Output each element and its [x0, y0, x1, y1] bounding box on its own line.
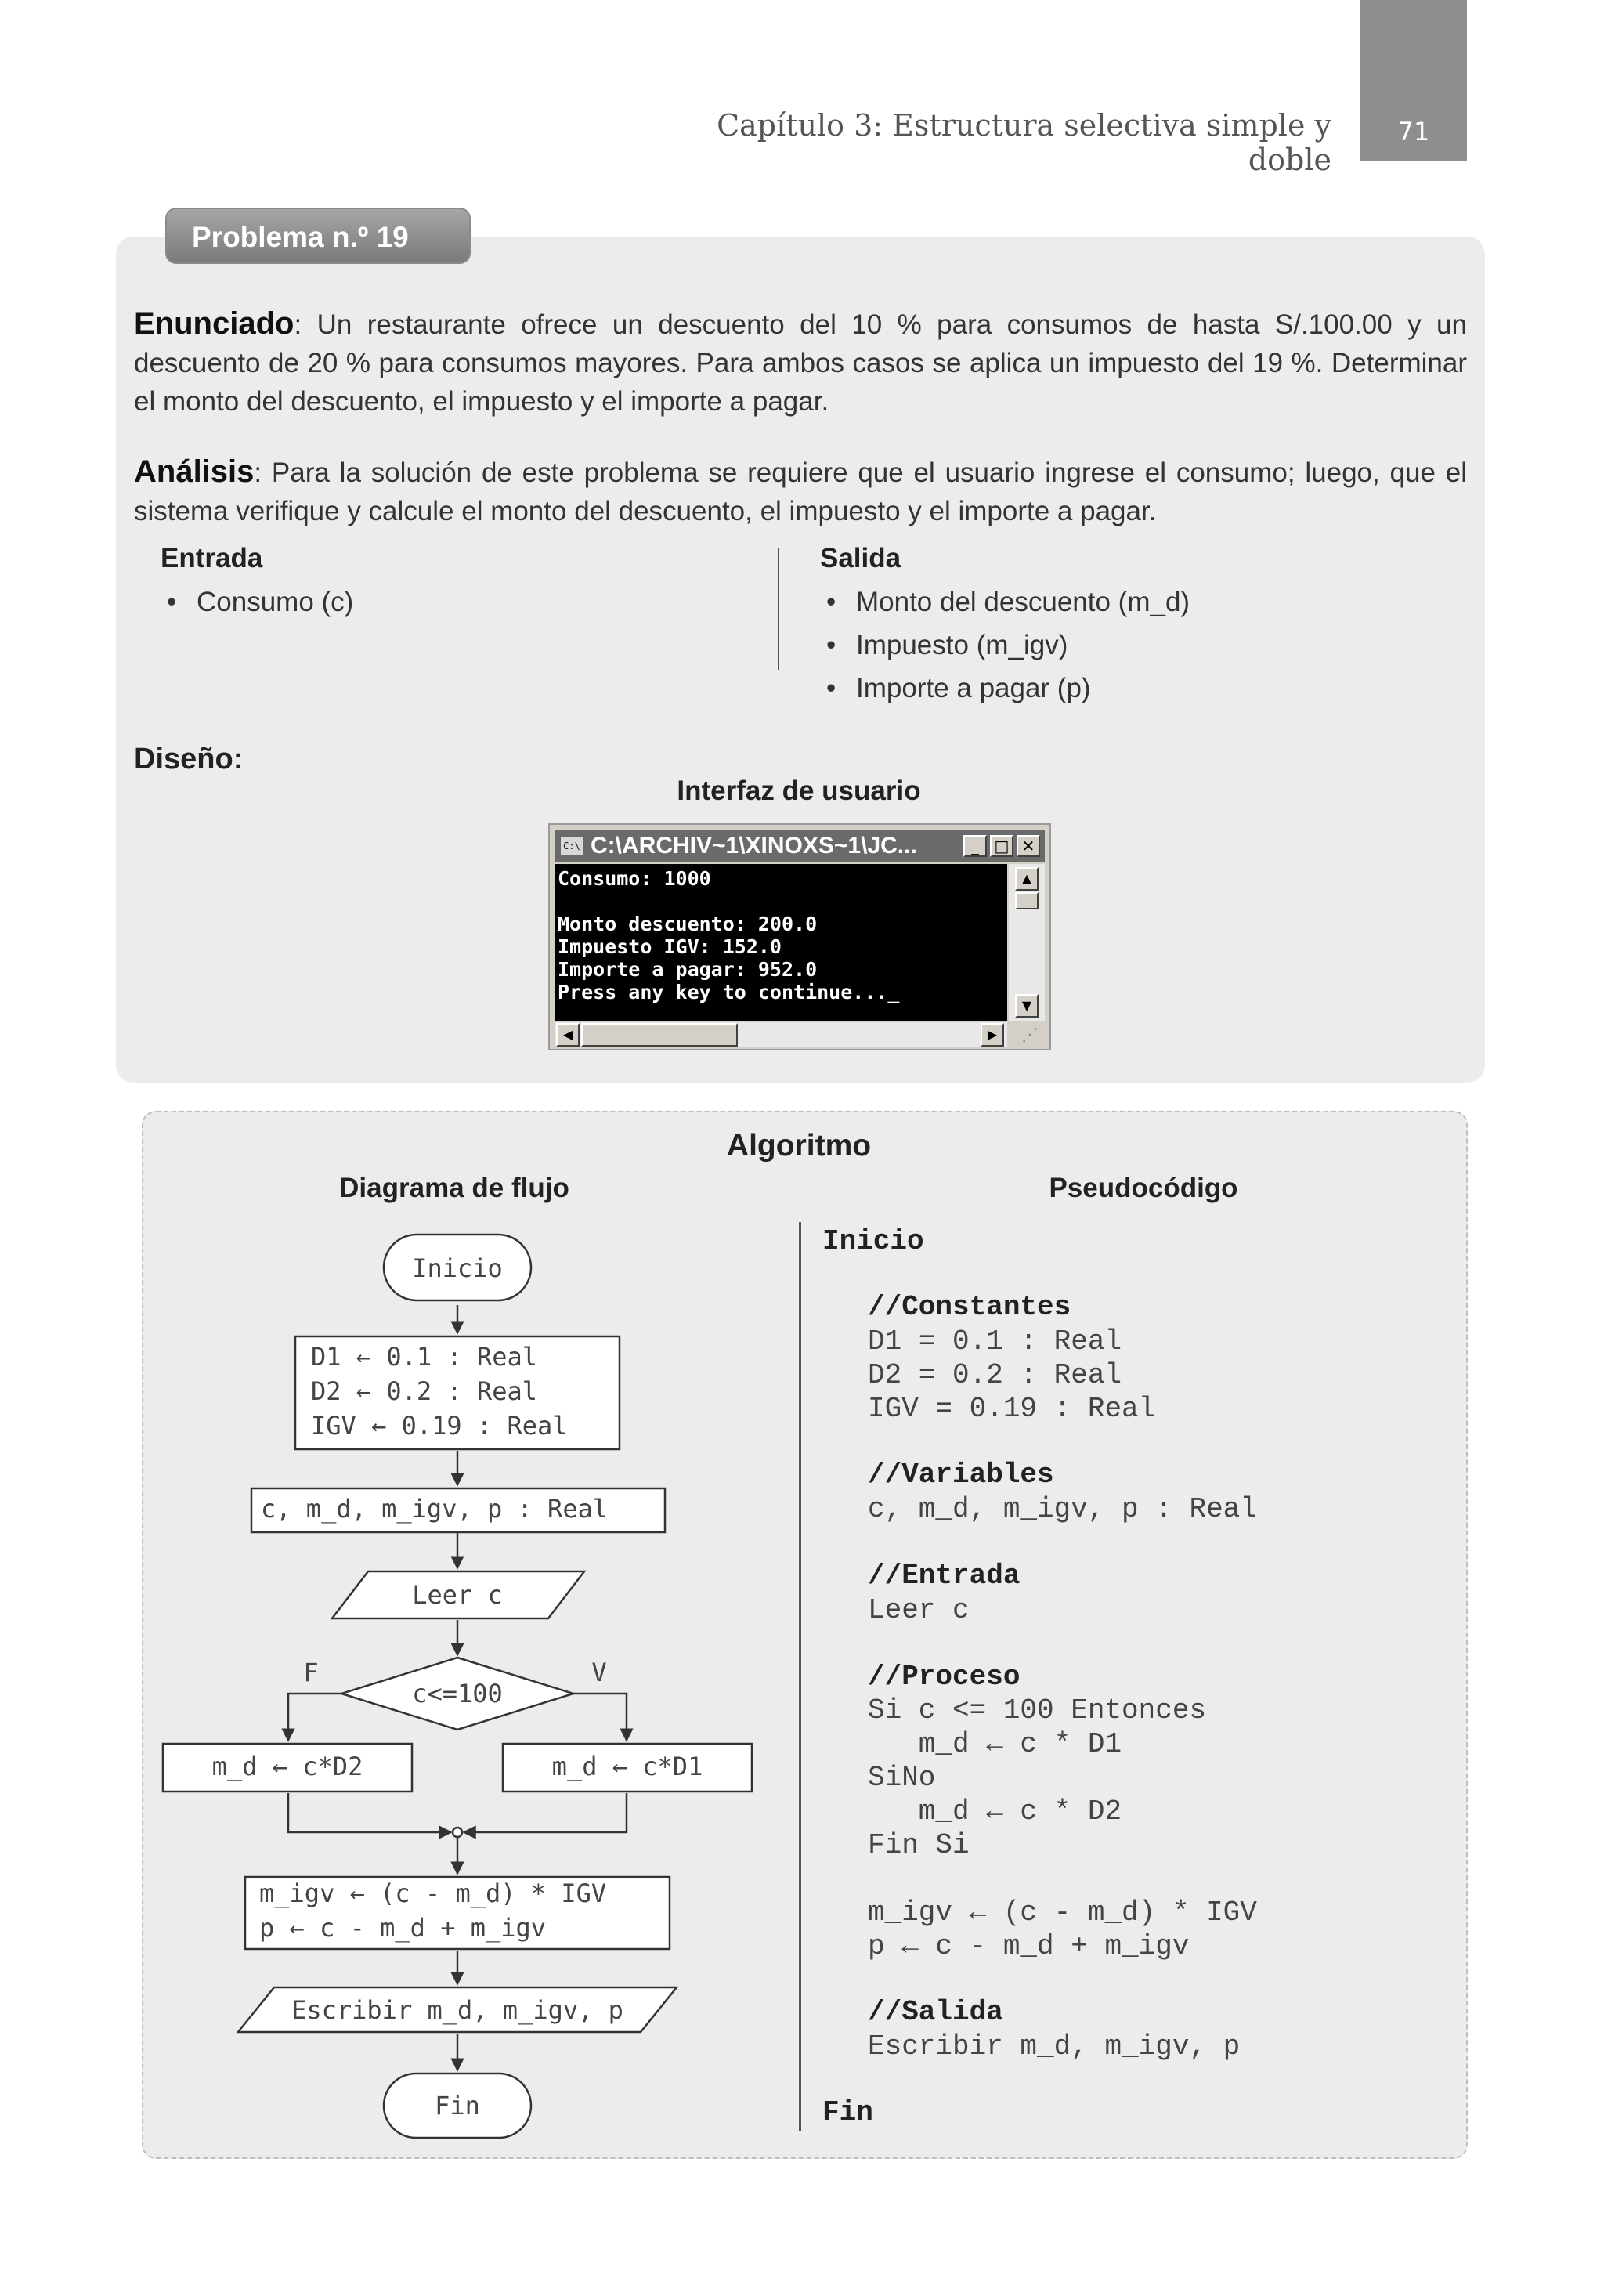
scroll-down-icon[interactable]: ▼: [1015, 994, 1039, 1018]
console-app-icon: C:\: [561, 837, 583, 855]
maximize-icon[interactable]: □: [990, 835, 1013, 857]
page-number: 71: [1397, 117, 1430, 146]
flow-condition-text: c<=100: [412, 1679, 503, 1708]
close-icon[interactable]: ✕: [1017, 835, 1040, 857]
pseudo-comment-salida: //Salida: [868, 1996, 1003, 2028]
flow-constant-text: D1 ← 0.1 : Real: [311, 1342, 537, 1372]
minimize-icon[interactable]: _: [963, 835, 987, 857]
flow-false-label: F: [303, 1658, 319, 1687]
console-line: Consumo: 1000: [558, 867, 711, 890]
interfaz-label: Interfaz de usuario: [677, 776, 921, 806]
pseudo-line: m_igv ← (c - m_d) * IGV: [868, 1896, 1257, 1929]
enunciado-text: : Un restaurante ofrece un descuento del 10 % para consumos de hasta S/.100.00 y un descuento de 20 % para consumos mayores. Para ambos casos se aplica un impuesto del 19 %. Determinar el monto del descuento, el impuesto y el importe a pagar.: [134, 309, 1467, 417]
analisis-text: : Para la solución de este problema se requiere que el usuario ingrese el consumo; luego, que el sistema verifique y calcule el monto del descuento, el impuesto y el importe a pagar.: [134, 457, 1467, 526]
scroll-right-icon[interactable]: ▶: [981, 1023, 1004, 1047]
flow-variables-text: c, m_d, m_igv, p : Real: [261, 1494, 609, 1524]
flow-constant-text: D2 ← 0.2 : Real: [311, 1376, 537, 1406]
pseudo-comment-constantes: //Constantes: [868, 1291, 1071, 1323]
pseudo-line: c, m_d, m_igv, p : Real: [868, 1493, 1257, 1525]
pseudo-comment-entrada: //Entrada: [868, 1560, 1021, 1592]
console-title: C:\ARCHIV~1\XINOXS~1\JC...: [591, 833, 917, 859]
console-line: Press any key to continue..._: [558, 981, 900, 1003]
pseudo-line: m_d ← c * D1: [868, 1728, 1122, 1760]
salida-item: • Monto del descuento (m_d): [820, 580, 1190, 624]
console-line: Monto descuento: 200.0: [558, 913, 818, 935]
pseudo-line: Fin Si: [868, 1829, 970, 1861]
pseudo-fin: Fin: [822, 2096, 873, 2128]
scroll-up-icon[interactable]: ▲: [1015, 867, 1039, 891]
flow-true-label: V: [591, 1658, 607, 1687]
pseudo-line: IGV = 0.19 : Real: [868, 1393, 1156, 1425]
flow-end-text: Fin: [435, 2091, 480, 2121]
pseudo-line: m_d ← c * D2: [868, 1795, 1122, 1828]
flow-start-text: Inicio: [412, 1253, 503, 1283]
flow-process-text: m_igv ← (c - m_d) * IGV: [259, 1878, 607, 1908]
pseudo-line: Si c <= 100 Entonces: [868, 1694, 1207, 1727]
diseno-label: Diseño:: [134, 743, 244, 776]
console-line: Impuesto IGV: 152.0: [558, 935, 782, 958]
connector-node: [453, 1828, 462, 1837]
pseudo-comment-variables: //Variables: [868, 1459, 1054, 1491]
entrada-title: Entrada: [161, 543, 263, 573]
flowchart-title: Diagrama de flujo: [339, 1173, 569, 1203]
analisis-label: Análisis: [134, 454, 255, 489]
pseudo-line: D2 = 0.2 : Real: [868, 1359, 1122, 1391]
scroll-left-icon[interactable]: ◀: [556, 1023, 580, 1047]
enunciado-label: Enunciado: [134, 306, 294, 341]
flow-false-branch-text: m_d ← c*D2: [211, 1752, 363, 1781]
resize-grip-icon[interactable]: ⋰: [1021, 1025, 1039, 1045]
pseudo-line: p ← c - m_d + m_igv: [868, 1930, 1190, 1962]
pseudo-line: Leer c: [868, 1594, 970, 1626]
pseudo-line: Escribir m_d, m_igv, p: [868, 2030, 1241, 2063]
flow-true-branch-text: m_d ← c*D1: [551, 1752, 703, 1781]
entrada-item: • Consumo (c): [161, 580, 353, 624]
pseudo-line: D1 = 0.1 : Real: [868, 1325, 1122, 1358]
pseudocode-title: Pseudocódigo: [1049, 1173, 1238, 1203]
flow-output-text: Escribir m_d, m_igv, p: [291, 1995, 623, 2025]
console-line: Importe a pagar: 952.0: [558, 958, 818, 981]
pseudo-inicio: Inicio: [822, 1225, 924, 1257]
flow-constant-text: IGV ← 0.19 : Real: [311, 1411, 568, 1441]
pseudo-comment-proceso: //Proceso: [868, 1661, 1021, 1693]
chapter-title: Capítulo 3: Estructura selectiva simple y doble: [717, 108, 1331, 177]
salida-item: • Importe a pagar (p): [820, 667, 1190, 710]
flow-input-text: Leer c: [412, 1580, 503, 1610]
pseudo-line: SiNo: [868, 1762, 936, 1794]
problem-tab: Problema n.º 19: [165, 208, 471, 264]
salida-item: • Impuesto (m_igv): [820, 624, 1190, 667]
algorithm-title: Algoritmo: [726, 1129, 872, 1162]
flow-process-text: p ← c - m_d + m_igv: [259, 1913, 547, 1943]
salida-title: Salida: [820, 543, 901, 573]
